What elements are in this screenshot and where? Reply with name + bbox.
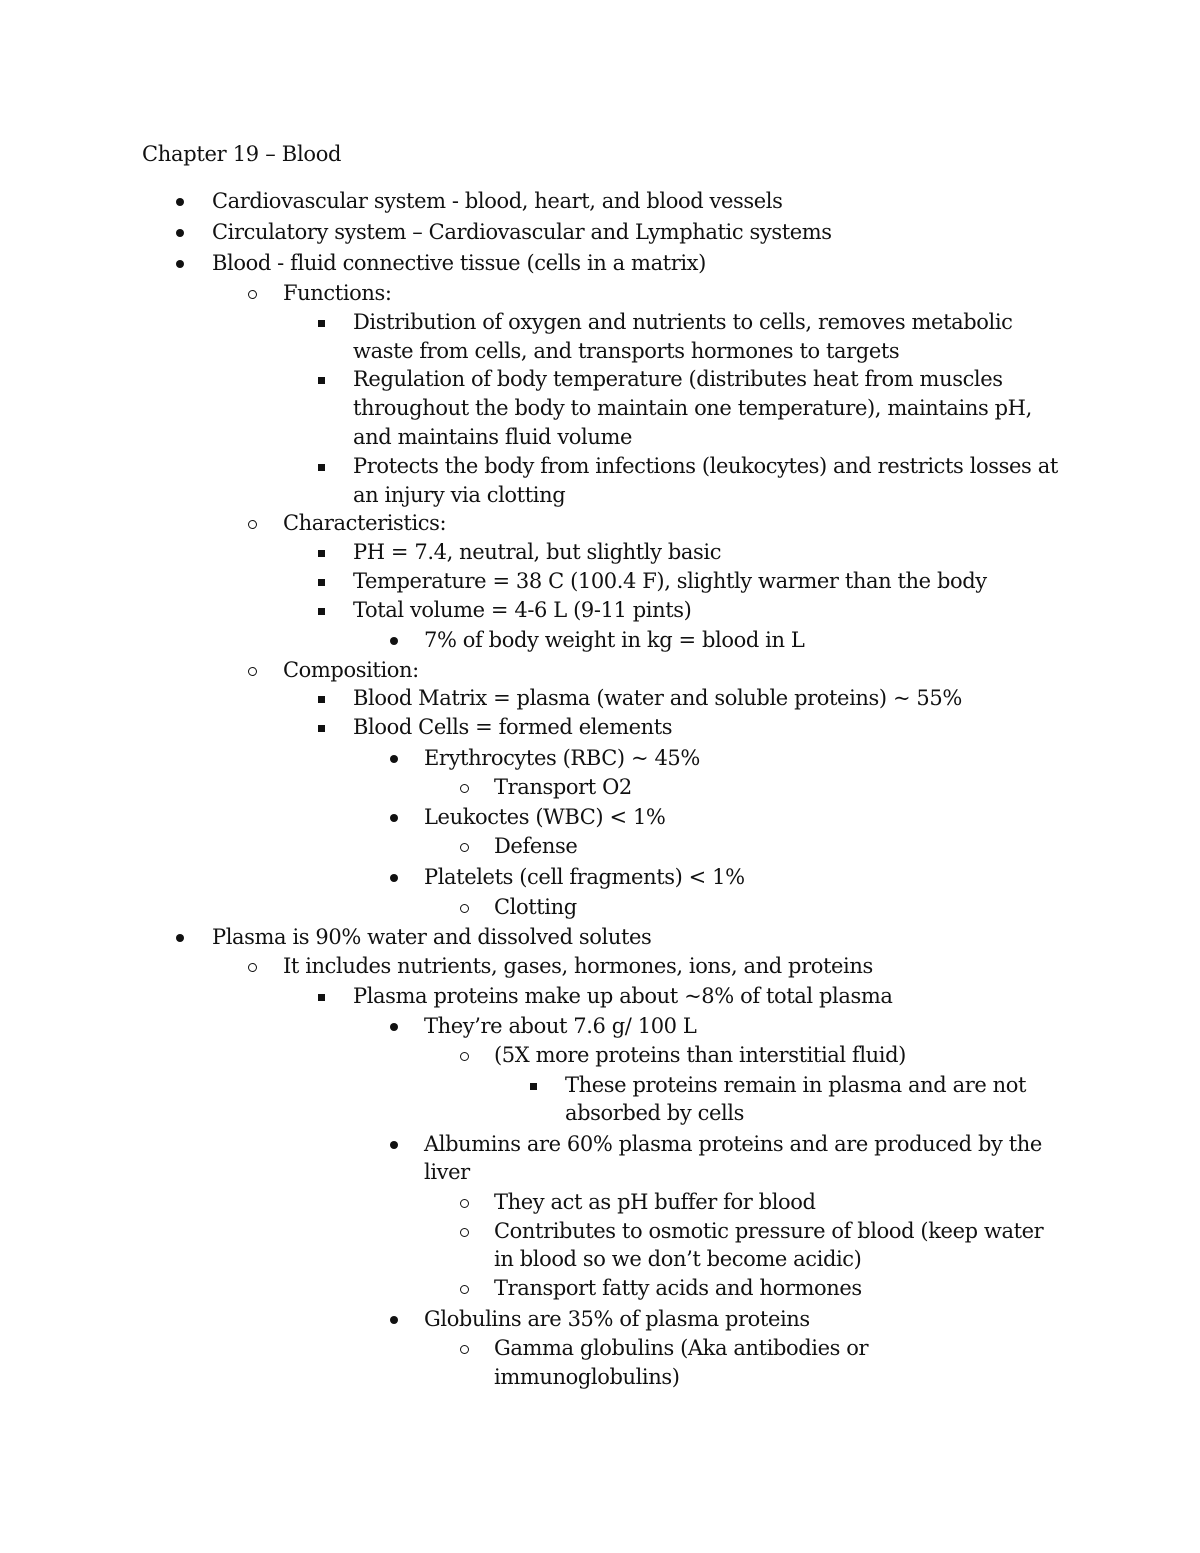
bullet-circle [248,952,258,981]
list-item-continuation: liver [424,1160,470,1184]
bullet-disc [176,249,186,278]
bullet-circle [248,656,258,685]
list-item: Gamma globulins (Aka antibodies or [494,1336,869,1360]
list-item-continuation: throughout the body to maintain one temperature), maintains pH, [353,396,1032,420]
bullet-square [530,1071,540,1100]
list-item: 7% of body weight in kg = blood in L [424,628,805,652]
list-item: Platelets (cell fragments) < 1% [424,865,745,889]
bullet-square [318,365,328,394]
bullet-circle [248,509,258,538]
list-item: Temperature = 38 C (100.4 F), slightly warmer than the body [353,569,987,593]
bullet-disc [176,923,186,952]
bullet-square [318,452,328,481]
bullet-circle [460,1041,470,1070]
list-item: Total volume = 4-6 L (9-11 pints) [353,598,692,622]
bullet-circle [460,893,470,922]
bullet-circle [460,1274,470,1303]
list-item: Contributes to osmotic pressure of blood (keep water [494,1219,1044,1243]
list-item: Composition: [283,658,419,682]
bullet-disc [390,803,400,832]
list-item: PH = 7.4, neutral, but slightly basic [353,540,722,564]
bullet-circle [460,832,470,861]
bullet-square [318,308,328,337]
list-item: They act as pH buffer for blood [494,1190,816,1214]
list-item: Albumins are 60% plasma proteins and are produced by the [424,1132,1042,1156]
list-item: Transport fatty acids and hormones [494,1276,862,1300]
list-item: Blood Cells = formed elements [353,715,673,739]
bullet-disc [390,863,400,892]
list-item: Distribution of oxygen and nutrients to cells, removes metabolic [353,310,1013,334]
list-item: Functions: [283,281,392,305]
list-item: They’re about 7.6 g/ 100 L [424,1014,697,1038]
list-item: Transport O2 [494,775,632,799]
list-item: These proteins remain in plasma and are not [565,1073,1027,1097]
bullet-disc [390,1305,400,1334]
list-item: Plasma proteins make up about ~8% of total plasma [353,984,893,1008]
list-item: Regulation of body temperature (distributes heat from muscles [353,367,1003,391]
bullet-circle [460,773,470,802]
bullet-disc [176,187,186,216]
bullet-circle [460,1188,470,1217]
list-item: Erythrocytes (RBC) ~ 45% [424,746,700,770]
bullet-square [318,538,328,567]
list-item-continuation: an injury via clotting [353,483,566,507]
bullet-square [318,567,328,596]
list-item: Blood - fluid connective tissue (cells in a matrix) [212,251,706,275]
bullet-disc [176,218,186,247]
page-title: Chapter 19 – Blood [142,142,342,166]
bullet-circle [248,279,258,308]
list-item: It includes nutrients, gases, hormones, ions, and proteins [283,954,873,978]
list-item: Circulatory system – Cardiovascular and Lymphatic systems [212,220,832,244]
list-item-continuation: in blood so we don’t become acidic) [494,1247,862,1271]
list-item: Clotting [494,895,577,919]
list-item: Blood Matrix = plasma (water and soluble proteins) ~ 55% [353,686,962,710]
bullet-disc [390,1012,400,1041]
list-item: Leukoctes (WBC) < 1% [424,805,666,829]
list-item: Cardiovascular system - blood, heart, and blood vessels [212,189,783,213]
list-item: Plasma is 90% water and dissolved solutes [212,925,652,949]
bullet-square [318,596,328,625]
bullet-disc [390,626,400,655]
bullet-circle [460,1217,470,1246]
list-item: Protects the body from infections (leukocytes) and restricts losses at [353,454,1058,478]
list-item: (5X more proteins than interstitial fluid) [494,1043,906,1067]
bullet-square [318,982,328,1011]
list-item: Globulins are 35% of plasma proteins [424,1307,810,1331]
list-item-continuation: and maintains fluid volume [353,425,633,449]
list-item-continuation: waste from cells, and transports hormones to targets [353,339,900,363]
bullet-disc [390,744,400,773]
bullet-circle [460,1334,470,1363]
bullet-square [318,713,328,742]
list-item-continuation: immunoglobulins) [494,1365,680,1389]
bullet-square [318,684,328,713]
list-item: Characteristics: [283,511,447,535]
list-item-continuation: absorbed by cells [565,1101,744,1125]
list-item: Defense [494,834,578,858]
bullet-disc [390,1130,400,1159]
